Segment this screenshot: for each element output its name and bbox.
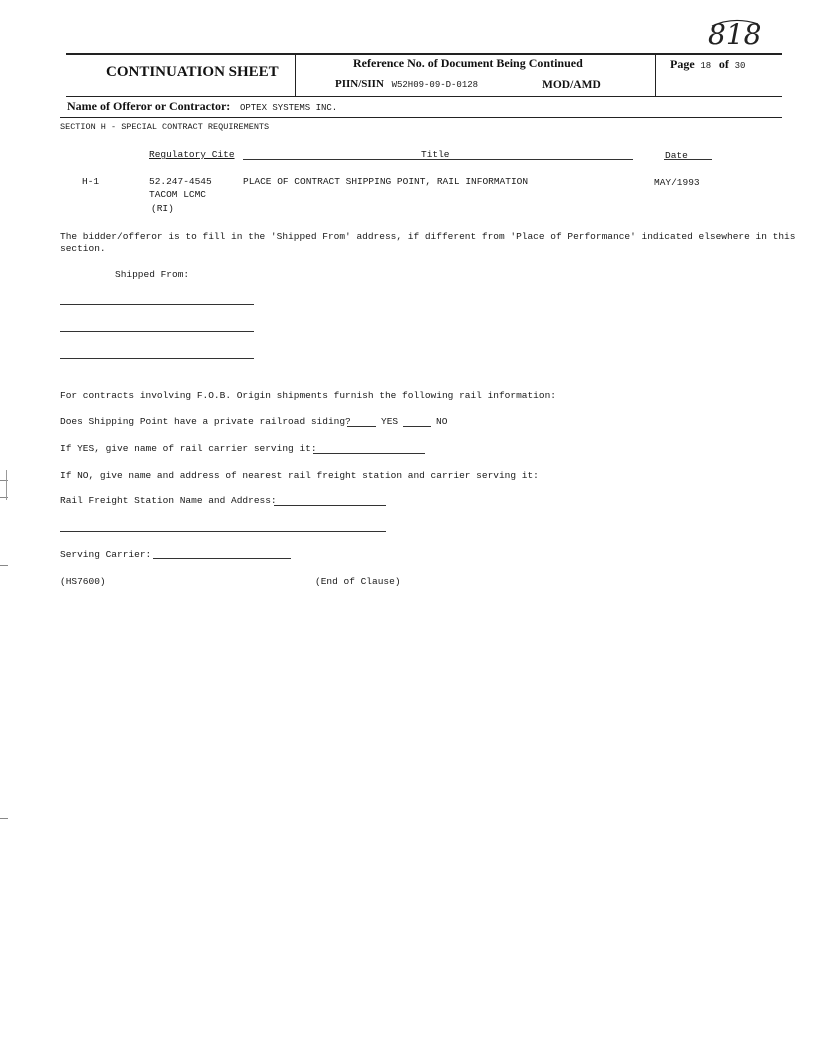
siding-yes-label: YES: [381, 416, 399, 427]
piin-label: PIIN/SIIN: [335, 78, 384, 90]
station-blank[interactable]: [274, 505, 386, 506]
clause-cite: 52.247-4545: [149, 176, 212, 187]
title-column-header: Title: [421, 149, 450, 160]
header-divider: [655, 53, 656, 96]
serving-carrier-label: Serving Carrier:: [60, 549, 152, 560]
piin-field: [335, 78, 478, 90]
scan-edge-mark: [0, 565, 8, 566]
offeror-value: OPTEX SYSTEMS INC.: [239, 103, 338, 113]
offeror-bottom-border: [60, 117, 782, 118]
clause-cite-code: (RI): [151, 203, 174, 214]
clause-date: MAY/1993: [654, 177, 700, 188]
shipped-from-label: Shipped From:: [115, 269, 190, 280]
offeror-line: [67, 99, 337, 114]
instruction-text-cont: section.: [60, 243, 106, 254]
date-column-header: Date: [665, 150, 688, 161]
section-title: SECTION H - SPECIAL CONTRACT REQUIREMENTS: [60, 122, 270, 132]
fob-intro: For contracts involving F.O.B. Origin shipments furnish the following rail information:: [60, 390, 556, 401]
page-indicator: [670, 57, 745, 72]
cite-column-header: Regulatory Cite: [149, 149, 235, 160]
clause-id: H-1: [82, 176, 100, 187]
serving-carrier-blank[interactable]: [153, 558, 291, 559]
header-divider: [295, 53, 296, 96]
end-of-clause: (End of Clause): [315, 576, 401, 587]
of-label: of: [718, 57, 729, 71]
offeror-label: Name of Offeror or Contractor:: [67, 99, 231, 113]
sheet-title: CONTINUATION SHEET: [106, 64, 279, 80]
siding-yes-blank[interactable]: [347, 426, 376, 427]
svg-text:818: 818: [708, 18, 762, 51]
if-yes-text: If YES, give name of rail carrier serving it:: [60, 443, 317, 454]
mod-amd-label: MOD/AMD: [542, 79, 601, 91]
instruction-text: The bidder/offeror is to fill in the 'Shipped From' address, if different from 'Place of Performance' indicated elsewhere in this: [60, 231, 796, 242]
shipped-from-line-1[interactable]: [60, 304, 254, 305]
station-label: Rail Freight Station Name and Address:: [60, 495, 277, 506]
siding-no-label: NO: [436, 416, 448, 427]
scan-edge-mark: [6, 470, 7, 500]
station-address-blank[interactable]: [60, 531, 386, 532]
shipped-from-line-3[interactable]: [60, 358, 254, 359]
header-bottom-border: [66, 96, 782, 97]
rail-carrier-blank[interactable]: [313, 453, 425, 454]
shipped-from-line-2[interactable]: [60, 331, 254, 332]
header-top-border: [66, 53, 782, 55]
siding-question: Does Shipping Point have a private railroad siding?: [60, 416, 351, 427]
siding-no-blank[interactable]: [403, 426, 431, 427]
clause-title: PLACE OF CONTRACT SHIPPING POINT, RAIL INFORMATION: [243, 176, 529, 187]
page-number: 18: [700, 61, 712, 71]
piin-value: W52H09-09-D-0128: [391, 80, 479, 90]
clause-cite-agency: TACOM LCMC: [149, 189, 207, 200]
page-total: 30: [734, 61, 746, 71]
reference-heading: Reference No. of Document Being Continued: [353, 56, 583, 70]
clause-code: (HS7600): [60, 576, 106, 587]
scan-edge-mark: [0, 818, 8, 819]
handwritten-page-number: [704, 14, 764, 54]
page-label: Page: [670, 57, 695, 71]
if-no-text: If NO, give name and address of nearest rail freight station and carrier serving it:: [60, 470, 539, 481]
